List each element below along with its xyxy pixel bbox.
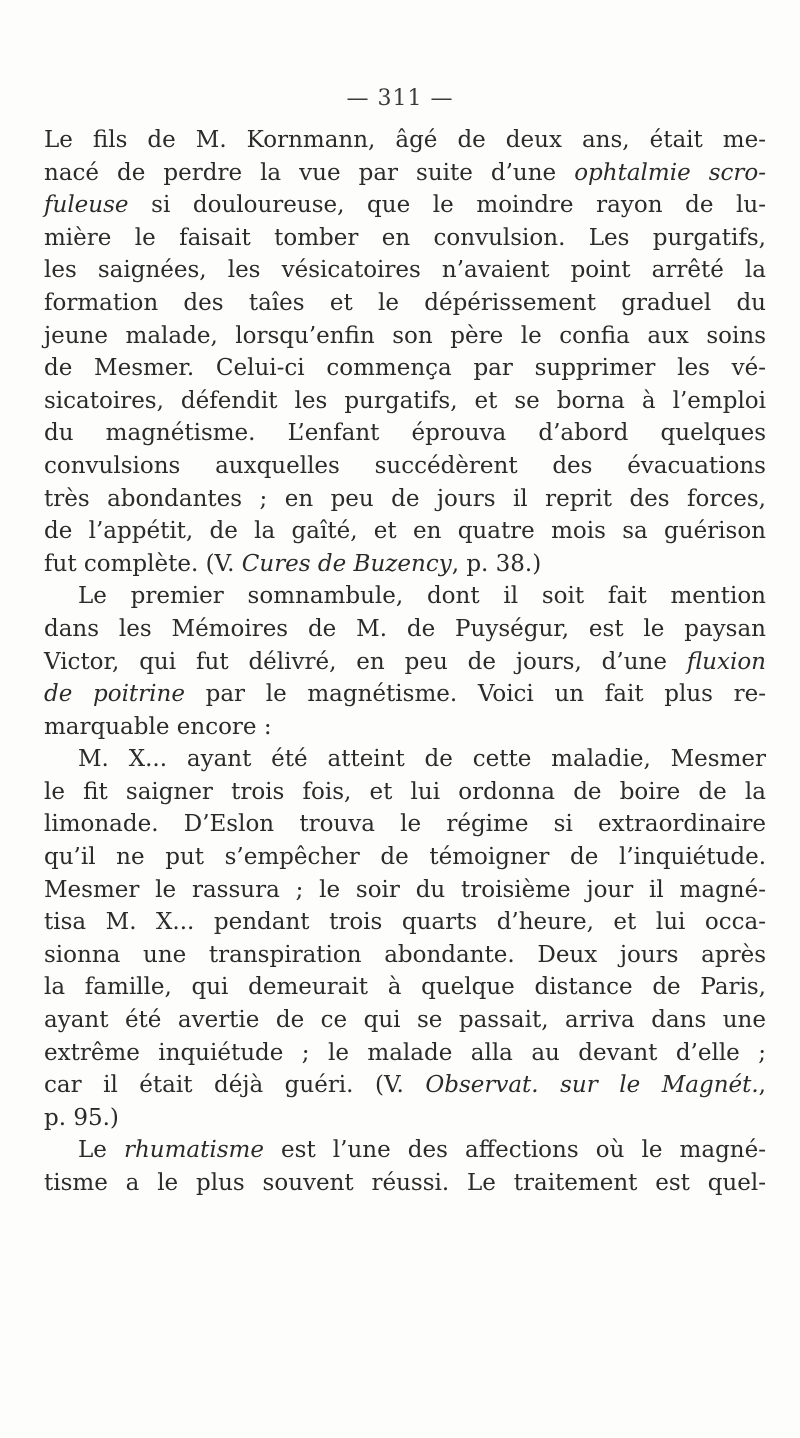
text-line xyxy=(44,1037,766,1070)
text-span: très abondantes ; en peu de jours il reprit des forces, xyxy=(44,485,766,512)
text-span: Victor, qui fut délivré, en peu de jours, d’une xyxy=(44,648,687,675)
text-span: qu’il ne put s’empêcher de témoigner de l’inquiétude. xyxy=(44,844,766,871)
text-span: les saignées, les vésicatoires n’avaient point arrêté la xyxy=(44,257,766,284)
text-line xyxy=(44,711,766,744)
text-span: de l’appétit, de la gaîté, et en quatre mois sa guérison xyxy=(44,518,766,545)
italic-text: Observat. sur le Magnét. xyxy=(425,1072,759,1099)
text-span: la famille, qui demeurait à quelque distance de Paris, xyxy=(44,974,766,1001)
text-span: limonade. D’Eslon trouva le régime si extraordinaire xyxy=(44,811,766,838)
text-span: est l’une des affections où le magné- xyxy=(263,1137,766,1164)
text-span: jeune malade, lorsqu’enfin son père le confia aux soins xyxy=(44,322,766,349)
italic-text: fuleuse xyxy=(44,192,129,219)
text-line xyxy=(44,1069,766,1102)
body-text xyxy=(44,124,766,1200)
text-span: formation des taîes et le dépérissement graduel du xyxy=(44,289,766,316)
italic-text: rhumatisme xyxy=(123,1137,264,1164)
text-span: fut complète. (V. xyxy=(44,550,242,577)
text-span: marquable encore : xyxy=(44,713,272,740)
text-line xyxy=(44,971,766,1004)
text-line xyxy=(44,417,766,450)
text-line xyxy=(44,450,766,483)
text-span: dans les Mémoires de M. de Puységur, est le paysan xyxy=(44,615,766,642)
text-span: si douloureuse, que le moindre rayon de lu- xyxy=(128,192,766,219)
text-line xyxy=(44,939,766,972)
text-line xyxy=(44,808,766,841)
text-span: Le premier somnambule, dont il soit fait mention xyxy=(78,583,766,610)
text-span: p. 95.) xyxy=(44,1104,119,1131)
text-line xyxy=(44,906,766,939)
text-line xyxy=(44,1102,766,1135)
text-line xyxy=(44,320,766,353)
text-line xyxy=(44,613,766,646)
text-line xyxy=(44,352,766,385)
text-span: par le magnétisme. Voici un fait plus re- xyxy=(184,681,766,708)
text-span: le fit saigner trois fois, et lui ordonna de boire de la xyxy=(44,778,766,805)
italic-text: Cures de Buzency xyxy=(241,550,452,577)
text-line xyxy=(44,678,766,711)
text-line xyxy=(44,841,766,874)
text-span: extrême inquiétude ; le malade alla au devant d’elle ; xyxy=(44,1039,766,1066)
text-line xyxy=(44,1134,766,1167)
text-line xyxy=(44,1004,766,1037)
text-line xyxy=(44,189,766,222)
text-span: tisme a le plus souvent réussi. Le traitement est quel- xyxy=(44,1170,766,1196)
text-span: nacé de perdre la vue par suite d’une xyxy=(44,159,575,186)
italic-text: de poitrine xyxy=(44,681,185,708)
text-line xyxy=(44,385,766,418)
text-span: car il était déjà guéri. (V. xyxy=(44,1072,426,1099)
text-span: convulsions auxquelles succédèrent des évacuations xyxy=(44,452,766,479)
text-line xyxy=(44,874,766,907)
text-line xyxy=(44,483,766,516)
text-span: mière le faisait tomber en convulsion. Les purgatifs, xyxy=(44,224,766,251)
text-span: tisa M. X... pendant trois quarts d’heure, et lui occa- xyxy=(44,909,766,936)
text-span: Le fils de M. Kornmann, âgé de deux ans, était me- xyxy=(44,127,766,153)
text-line xyxy=(44,515,766,548)
text-line xyxy=(44,124,766,157)
text-span: M. X... ayant été atteint de cette maladie, Mesmer xyxy=(78,746,766,773)
text-span: sionna une transpiration abondante. Deux jours après xyxy=(44,941,766,968)
text-line xyxy=(44,646,766,679)
text-span: sicatoires, défendit les purgatifs, et se borna à l’emploi xyxy=(44,387,766,414)
italic-text: fluxion xyxy=(686,648,766,675)
italic-text: ophtalmie scro- xyxy=(574,159,766,186)
text-line xyxy=(44,222,766,255)
text-span: du magnétisme. L’enfant éprouva d’abord quelques xyxy=(44,420,766,447)
text-span: Le xyxy=(78,1137,124,1164)
text-span: , p. 38.) xyxy=(451,550,542,577)
text-line xyxy=(44,580,766,613)
text-line xyxy=(44,1167,766,1200)
text-line xyxy=(44,776,766,809)
text-line xyxy=(44,548,766,581)
text-line xyxy=(44,287,766,320)
text-span: ayant été avertie de ce qui se passait, arriva dans une xyxy=(44,1007,766,1034)
text-line xyxy=(44,254,766,287)
text-line xyxy=(44,743,766,776)
text-line xyxy=(44,157,766,190)
text-span: , xyxy=(758,1072,766,1099)
text-span: de Mesmer. Celui-ci commença par supprimer les vé- xyxy=(44,355,766,382)
page-number: — 311 — xyxy=(346,86,454,111)
text-span: Mesmer le rassura ; le soir du troisième jour il magné- xyxy=(44,876,766,903)
